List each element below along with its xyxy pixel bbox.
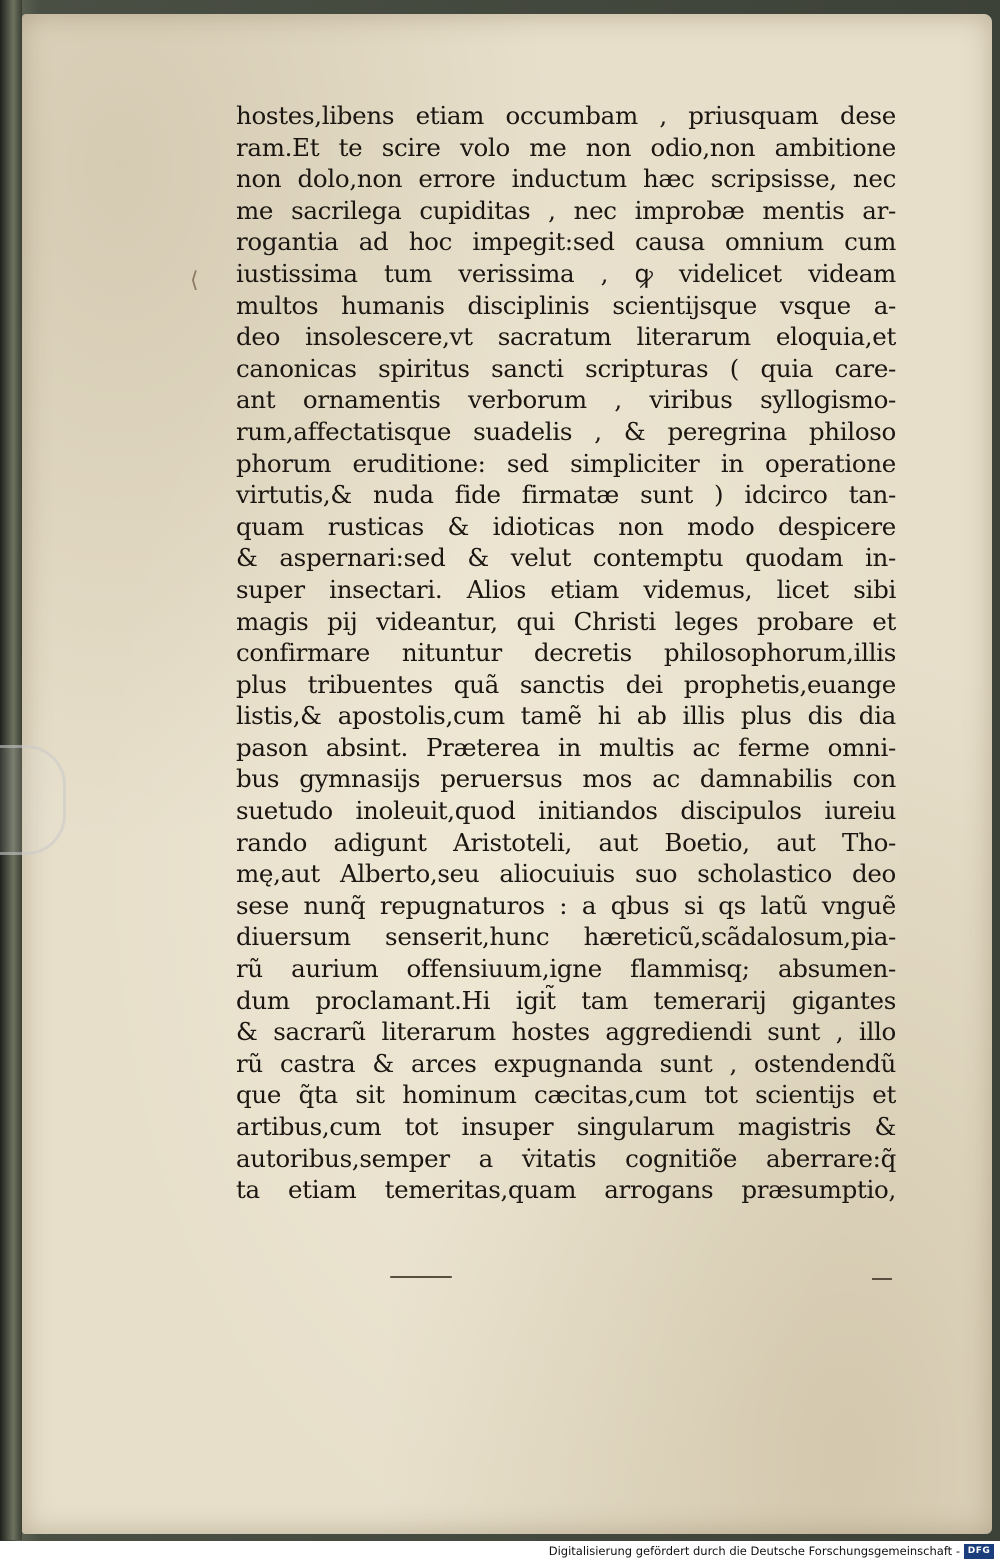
text-line: phorum eruditione: sed simpliciter in operatione bbox=[236, 448, 896, 478]
text-line: & sacrarũ literarum hostes aggrediendi sunt , illo bbox=[236, 1017, 896, 1047]
page-text-block bbox=[236, 100, 896, 1206]
text-line: confirmare nituntur decretis philosophorum,illis bbox=[236, 638, 896, 668]
text-line: deo insolescere,vt sacratum literarum eloquia,et bbox=[236, 322, 896, 352]
text-line: magis pij videantur, qui Christi leges probare et bbox=[236, 606, 896, 636]
text-line: sese nunq̃ repugnaturos : a qbus si qs latũ vnguẽ bbox=[236, 890, 896, 920]
digitization-credit-bar bbox=[0, 1541, 1000, 1563]
text-line: hostes,libens etiam occumbam , priusquam dese bbox=[236, 101, 896, 130]
text-line: rando adigunt Aristoteli, aut Boetio, aut Tho- bbox=[236, 827, 896, 857]
text-line: virtutis,& nuda fide firmatæ sunt ) idcirco tan- bbox=[236, 480, 896, 510]
text-line: me sacrilega cupiditas , nec improbæ mentis ar- bbox=[236, 195, 896, 225]
text-line: artibus,cum tot insuper singularum magistris & bbox=[236, 1112, 896, 1141]
text-line: rũ aurium offensiuum,igne flammisq; absumen- bbox=[236, 954, 896, 984]
signature-mark-right bbox=[872, 1278, 892, 1280]
text-line: iustissima tum verissima , ꝙ videlicet videam bbox=[236, 258, 896, 288]
text-line: ta etiam temeritas,quam arrogans præsumptio, bbox=[236, 1175, 896, 1205]
text-line: rum,affectatisque suadelis , & peregrina philoso bbox=[236, 416, 896, 446]
text-line: dum proclamant.Hi igit̃ tam temerarij gigantes bbox=[236, 985, 896, 1015]
text-line: plus tribuentes quã sanctis dei prophetis,euange bbox=[236, 669, 896, 699]
signature-mark-left bbox=[390, 1276, 452, 1278]
margin-mark: ⟨ bbox=[190, 268, 199, 293]
text-line: ant ornamentis verborum , viribus syllogismo- bbox=[236, 385, 896, 415]
text-line: & aspernari:sed & velut contemptu quodam in- bbox=[236, 543, 896, 573]
text-line: diuersum senserit,hunc hæreticũ,scãdalosum,pia- bbox=[236, 922, 896, 952]
text-line: ram.Et te scire volo me non odio,non ambitione bbox=[236, 132, 896, 162]
text-line: que q̃ta sit hominum cæcitas,cum tot scientijs et bbox=[236, 1080, 896, 1110]
page-clasp bbox=[0, 745, 66, 855]
text-line: rogantia ad hoc impegit:sed causa omnium cum bbox=[236, 227, 896, 257]
text-line: multos humanis disciplinis scientijsque vsque a- bbox=[236, 290, 896, 320]
text-line: mę,aut Alberto,seu aliocuiuis suo scholastico deo bbox=[236, 859, 896, 889]
digitization-credit-text: Digitalisierung gefördert durch die Deutsche Forschungsgemeinschaft - bbox=[548, 1544, 960, 1558]
text-line: quam rusticas & idioticas non modo despicere bbox=[236, 511, 896, 541]
text-line: pason absint. Præterea in multis ac ferme omni- bbox=[236, 732, 896, 762]
text-line: listis,& apostolis,cum tamẽ hi ab illis plus dis dia bbox=[236, 701, 896, 731]
text-line: bus gymnasijs peruersus mos ac damnabilis con bbox=[236, 764, 896, 794]
text-line: non dolo,non errore inductum hæc scripsisse, nec bbox=[236, 164, 896, 194]
printers-marks bbox=[0, 1272, 1000, 1284]
text-line: canonicas spiritus sancti scripturas ( quia care- bbox=[236, 353, 896, 383]
text-line: super insectari. Alios etiam videmus, licet sibi bbox=[236, 574, 896, 604]
text-line: rũ castra & arces expugnanda sunt , ostendendũ bbox=[236, 1048, 896, 1078]
text-line: autoribus,semper a v̇itatis cognitiõe aberrare:q̃ bbox=[236, 1143, 896, 1173]
text-line: suetudo inoleuit,quod initiandos discipulos iureiu bbox=[236, 796, 896, 826]
dfg-logo: DFG bbox=[964, 1544, 994, 1559]
